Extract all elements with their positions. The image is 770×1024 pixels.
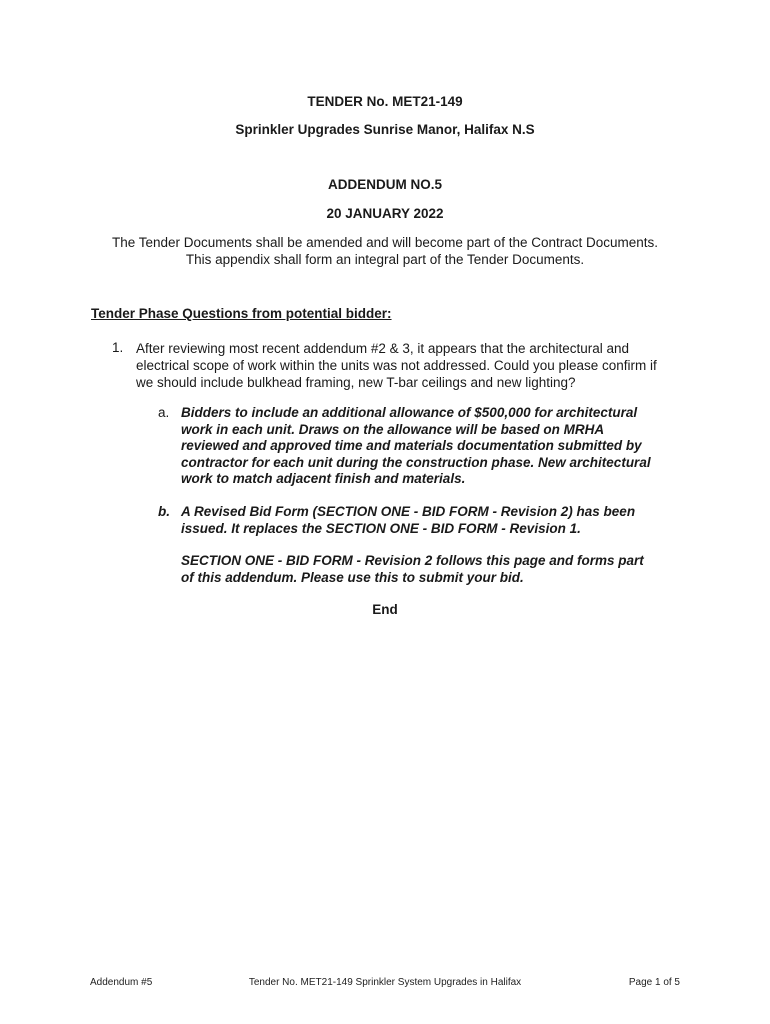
question-text bbox=[136, 340, 681, 391]
answer-b-marker: b. bbox=[158, 504, 170, 519]
answer-b-line-1: A Revised Bid Form (SECTION ONE - BID FORM - Revision 2) has been bbox=[181, 504, 636, 519]
intro-paragraph bbox=[0, 234, 770, 268]
section-heading: Tender Phase Questions from potential bidder: bbox=[91, 306, 392, 321]
answer-a-line-5: work to match adjacent finish and materials. bbox=[181, 471, 466, 486]
question-line-2: electrical scope of work within the units was not addressed. Could you please confirm if bbox=[136, 358, 657, 373]
answer-a-line-3: reviewed and approved time and materials documentation submitted by bbox=[181, 438, 642, 453]
answer-a-line-1: Bidders to include an additional allowance of $500,000 for architectural bbox=[181, 405, 638, 420]
intro-line-2: This appendix shall form an integral part of the Tender Documents. bbox=[185, 252, 585, 267]
question-number: 1. bbox=[112, 340, 124, 355]
footer-page-number: Page 1 of 5 bbox=[628, 977, 680, 988]
tender-number: TENDER No. MET21-149 bbox=[307, 94, 463, 109]
answer-b-line-3: SECTION ONE - BID FORM - Revision 2 follows this page and forms part bbox=[181, 553, 644, 568]
intro-line-1: The Tender Documents shall be amended and will become part of the Contract Documents. bbox=[111, 235, 659, 250]
question-line-1: After reviewing most recent addendum #2 & 3, it appears that the architectural and bbox=[136, 341, 630, 356]
answer-b-text bbox=[181, 504, 681, 537]
answer-b-note bbox=[181, 553, 681, 586]
addendum-date: 20 JANUARY 2022 bbox=[326, 206, 444, 221]
answer-a-line-4: contractor for each unit during the construction phase. New architectural bbox=[181, 454, 651, 470]
end-label: End bbox=[372, 602, 398, 617]
answer-a-marker: a. bbox=[158, 405, 170, 420]
answer-b-line-2: issued. It replaces the SECTION ONE - BID FORM - Revision 1. bbox=[181, 520, 581, 536]
question-line-3: we should include bulkhead framing, new T-bar ceilings and new lighting? bbox=[136, 375, 576, 390]
answer-a-text bbox=[181, 405, 681, 488]
footer-left: Addendum #5 bbox=[90, 977, 153, 988]
addendum-title: ADDENDUM NO.5 bbox=[327, 177, 442, 192]
answer-b-line-4: of this addendum. Please use this to submit your bid. bbox=[181, 569, 524, 585]
answer-a-line-2: work in each unit. Draws on the allowance will be based on MRHA bbox=[181, 421, 605, 437]
project-title: Sprinkler Upgrades Sunrise Manor, Halifax N.S bbox=[235, 122, 535, 137]
footer-center: Tender No. MET21-149 Sprinkler System Upgrades in Halifax bbox=[248, 977, 522, 988]
